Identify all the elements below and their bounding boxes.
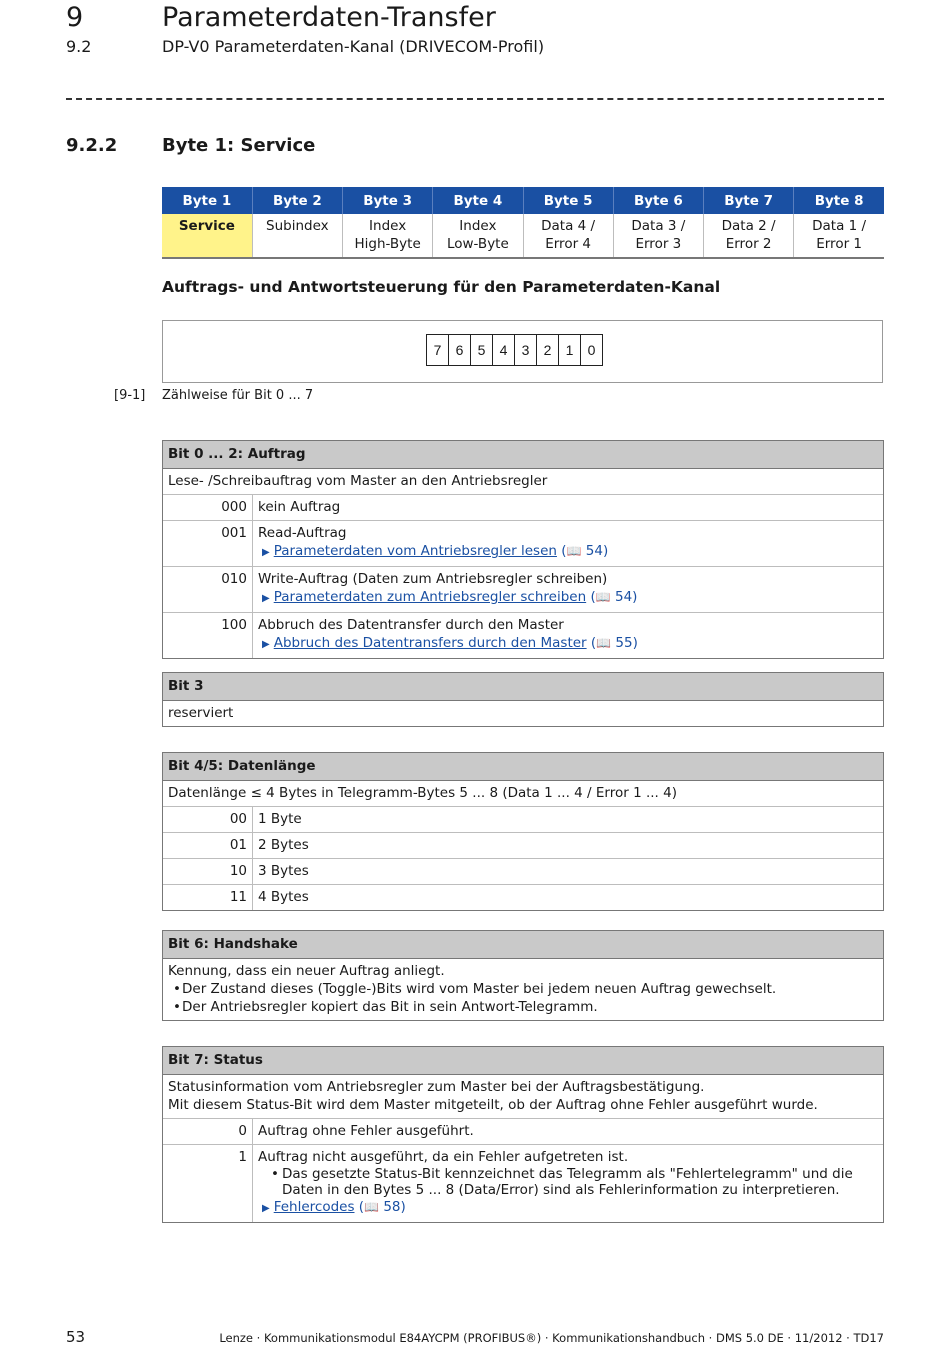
byte-header: Byte 4 (433, 187, 523, 214)
bit-cell: 1 (558, 334, 581, 366)
page-ref[interactable]: 55 (615, 635, 633, 651)
byte-cell: Data 1 / Error 1 (794, 214, 884, 258)
byte-header: Byte 6 (613, 187, 703, 214)
table-row (163, 521, 883, 567)
table-row (163, 1145, 883, 1222)
book-icon: 📖 (595, 590, 611, 604)
byte-cell: Data 4 / Error 4 (523, 214, 613, 258)
bit-description: kein Auftrag (258, 499, 341, 515)
bit-description: 4 Bytes (258, 889, 309, 905)
bit-cell: 3 (514, 334, 537, 366)
table-row (163, 495, 883, 521)
byte-cell: Index Low-Byte (433, 214, 523, 258)
bit-cell: 6 (448, 334, 471, 366)
bullet-item: • Das gesetzte Status-Bit kennzeichnet das Telegramm als "Fehlertelegramm" und die Daten in den Bytes 5 ... 8 (Data/Error) sind als Fehlerinformation zu interpretieren. (258, 1166, 878, 1198)
byte-table (162, 187, 884, 259)
byte-header: Byte 8 (794, 187, 884, 214)
bit-diagram (426, 334, 603, 366)
bit-code: 00 (163, 807, 253, 832)
bit-description: 3 Bytes (258, 863, 309, 879)
bit-status-table (162, 1046, 884, 1223)
cross-reference-link[interactable]: Fehlercodes (273, 1199, 355, 1215)
bullet-item: • Der Antriebsregler kopiert das Bit in sein Antwort-Telegramm. (168, 998, 878, 1016)
bit-code: 100 (163, 613, 253, 658)
table-heading: Bit 0 ... 2: Auftrag (163, 441, 883, 469)
subheading: Auftrags- und Antwortsteuerung für den Parameterdaten-Kanal (162, 278, 721, 296)
bit-description: 2 Bytes (258, 837, 309, 853)
bit-code: 001 (163, 521, 253, 566)
arrow-right-icon: ▶ (262, 547, 270, 558)
bit-cell: 2 (536, 334, 559, 366)
byte-cell: Index High-Byte (343, 214, 433, 258)
byte-header: Byte 7 (704, 187, 794, 214)
bit-cell: 0 (580, 334, 603, 366)
byte-table-row (162, 214, 884, 258)
book-icon: 📖 (566, 544, 582, 558)
table-heading: Bit 6: Handshake (163, 931, 883, 959)
byte-table-header-row (162, 187, 884, 214)
byte-cell-service: Service (162, 214, 252, 258)
subsection-number: 9.2.2 (66, 135, 118, 156)
bit-3-table (162, 672, 884, 727)
table-text: Kennung, dass ein neuer Auftrag anliegt. • Der Zustand dieses (Toggle-)Bits wird vom Master bei jedem neuen Auftrag gewechselt. • Der Antriebsregler kopiert das Bit in sein Antwort-Telegramm. (163, 959, 883, 1020)
bit-code: 0 (163, 1119, 253, 1144)
cross-reference-link[interactable]: Parameterdaten zum Antriebsregler schreiben (273, 589, 587, 605)
bit-description: Auftrag ohne Fehler ausgeführt. (258, 1123, 474, 1139)
byte-header: Byte 5 (523, 187, 613, 214)
book-icon: 📖 (596, 636, 612, 650)
bit-auftrag-table (162, 440, 884, 659)
bit-cell: 7 (426, 334, 449, 366)
bit-datenlaenge-table (162, 752, 884, 911)
page-ref[interactable]: 58 (383, 1199, 401, 1215)
bit-code: 11 (163, 885, 253, 910)
section-title: DP-V0 Parameterdaten-Kanal (DRIVECOM-Profil) (162, 37, 545, 56)
bit-code: 1 (163, 1145, 253, 1222)
footer-text: Lenze · Kommunikationsmodul E84AYCPM (PROFIBUS®) · Kommunikationshandbuch · DMS 5.0 DE · 11/2012 · TD17 (219, 1331, 884, 1345)
header-divider (66, 98, 884, 100)
byte-header: Byte 2 (252, 187, 342, 214)
bullet-item: • Der Zustand dieses (Toggle-)Bits wird vom Master bei jedem neuen Auftrag gewechselt. (168, 980, 878, 998)
bit-description: Auftrag nicht ausgeführt, da ein Fehler aufgetreten ist. • Das gesetzte Status-Bit kennzeichnet das Telegramm als "Fehlertelegramm" und die Daten in den Bytes 5 ... 8 (Data/Error) sind als Fehlerinformation zu interpretieren. ▶ Fehlercodes (📖 58) (253, 1145, 883, 1222)
page-ref[interactable]: 54 (585, 543, 603, 559)
table-intro: Lese- /Schreibauftrag vom Master an den Antriebsregler (163, 469, 883, 495)
bit-description: Write-Auftrag (Daten zum Antriebsregler schreiben) ▶ Parameterdaten zum Antriebsregler schreiben (📖 54) (258, 571, 638, 605)
bit-code: 10 (163, 859, 253, 884)
table-row (163, 567, 883, 613)
table-heading: Bit 3 (163, 673, 883, 701)
bit-handshake-table (162, 930, 884, 1021)
figure-number: [9-1] (114, 388, 146, 403)
table-row (163, 807, 883, 833)
bit-cell: 4 (492, 334, 515, 366)
table-row (163, 833, 883, 859)
table-row (163, 613, 883, 658)
bit-cell: 5 (470, 334, 493, 366)
section-number: 9.2 (66, 37, 92, 56)
table-heading: Bit 7: Status (163, 1047, 883, 1075)
table-row (163, 1119, 883, 1145)
cross-reference-link[interactable]: Parameterdaten vom Antriebsregler lesen (273, 543, 557, 559)
arrow-right-icon: ▶ (262, 639, 270, 650)
bit-description: 1 Byte (258, 811, 302, 827)
table-text: reserviert (168, 705, 234, 721)
subsection-title: Byte 1: Service (162, 135, 316, 156)
bit-code: 01 (163, 833, 253, 858)
book-icon: 📖 (364, 1200, 380, 1214)
byte-cell: Data 2 / Error 2 (704, 214, 794, 258)
cross-reference-link[interactable]: Abbruch des Datentransfers durch den Master (273, 635, 587, 651)
table-row (163, 885, 883, 910)
bit-code: 000 (163, 495, 253, 520)
page-ref[interactable]: 54 (614, 589, 633, 605)
bit-description: Abbruch des Datentransfer durch den Master ▶ Abbruch des Datentransfers durch den Master (📖 55) (258, 617, 638, 651)
table-row (163, 859, 883, 885)
chapter-number: 9 (66, 2, 84, 33)
bit-description: Read-Auftrag ▶ Parameterdaten vom Antriebsregler lesen (📖 54) (258, 525, 609, 559)
byte-cell: Data 3 / Error 3 (613, 214, 703, 258)
byte-header: Byte 1 (162, 187, 252, 214)
byte-header: Byte 3 (343, 187, 433, 214)
table-heading: Bit 4/5: Datenlänge (163, 753, 883, 781)
byte-cell: Subindex (252, 214, 342, 258)
arrow-right-icon: ▶ (262, 593, 270, 604)
table-intro: Datenlänge ≤ 4 Bytes in Telegramm-Bytes 5 ... 8 (Data 1 ... 4 / Error 1 ... 4) (163, 781, 883, 807)
chapter-title: Parameterdaten-Transfer (162, 2, 496, 33)
arrow-right-icon: ▶ (262, 1203, 270, 1214)
bit-code: 010 (163, 567, 253, 612)
page-number: 53 (66, 1328, 86, 1346)
table-intro: Statusinformation vom Antriebsregler zum Master bei der Auftragsbestätigung. Mit diesem Status-Bit wird dem Master mitgeteilt, ob der Auftrag ohne Fehler ausgeführt wurde. (163, 1075, 883, 1119)
figure-caption: Zählweise für Bit 0 ... 7 (162, 388, 314, 403)
